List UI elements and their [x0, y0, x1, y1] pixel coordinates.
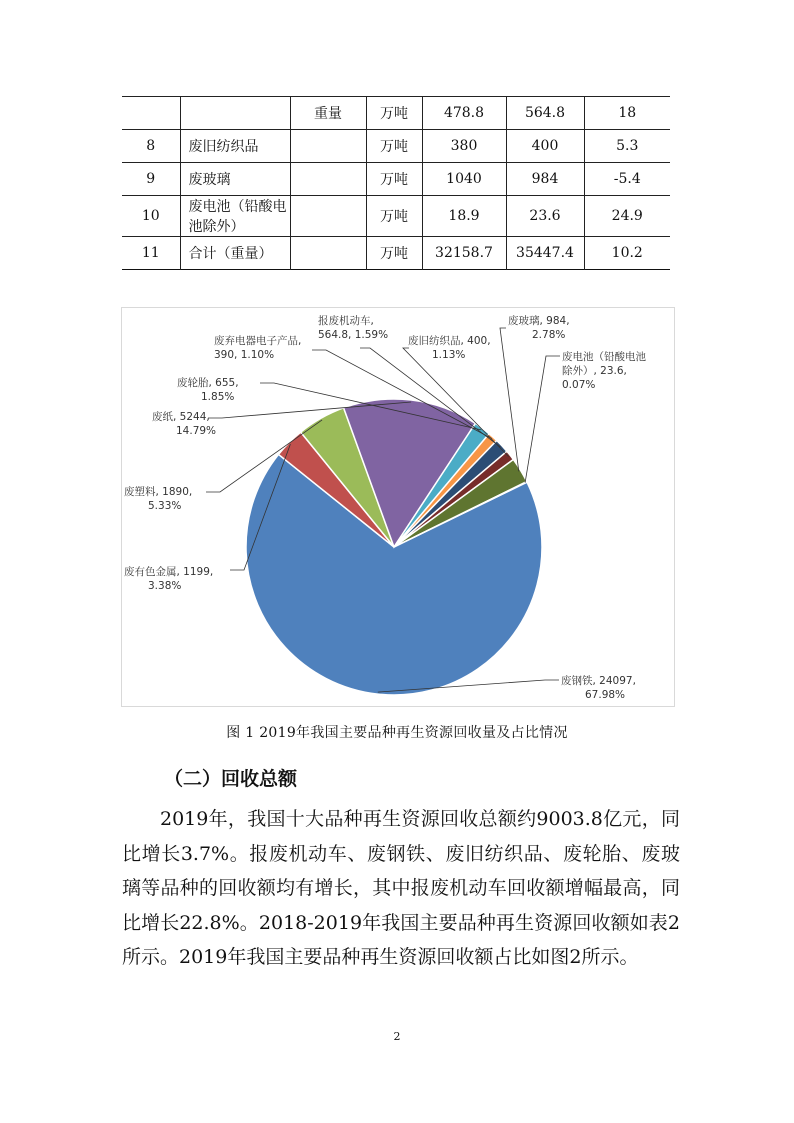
- growth-rate-cell: 18: [618, 105, 637, 121]
- table-row: [122, 97, 670, 130]
- item-subtype-cell: [290, 196, 366, 237]
- slice-label-line: 废纸, 5244,: [152, 411, 210, 423]
- pie-chart: [121, 307, 675, 707]
- slice-label-line: 废塑料, 1890,: [124, 486, 193, 498]
- slice-label-line: 0.07%: [562, 379, 596, 391]
- item-subtype-cell: [290, 130, 366, 163]
- unit-cell: 万吨: [366, 130, 422, 163]
- slice-label-line: 报废机动车,: [318, 315, 374, 327]
- figure-caption: 图 1 2019年我国主要品种再生资源回收量及占比情况: [226, 725, 568, 741]
- slice-label-line: 废玻璃, 984,: [508, 315, 570, 327]
- slice-label-line: 除外）, 23.6,: [562, 365, 627, 377]
- item-name-cell: 合计（重量）: [180, 237, 290, 270]
- slice-label-line: 1.13%: [432, 349, 466, 361]
- row-number-cell: 8: [122, 130, 180, 163]
- table-row: [122, 163, 670, 196]
- slice-label-line: 废旧纺织品, 400,: [408, 335, 491, 347]
- growth-rate-cell: 24.9: [611, 208, 643, 224]
- item-name-cell: 废电池（铅酸电池除外）: [180, 196, 290, 237]
- slice-label-line: 废弃电器电子产品,: [214, 335, 302, 347]
- value-2018-cell: 32158.7: [422, 237, 506, 270]
- item-name-cell: [180, 97, 290, 130]
- section-heading: （二）回收总额: [164, 768, 298, 790]
- table-row: [122, 196, 670, 237]
- slice-label-line: 564.8, 1.59%: [318, 329, 389, 341]
- slice-label: [152, 410, 216, 437]
- item-subtype-cell: [290, 163, 366, 196]
- leader-line: [525, 356, 560, 483]
- value-2018-cell: 1040: [422, 163, 506, 196]
- body-paragraph: 2019年，我国十大品种再生资源回收总额约9003.8亿元，同比增长3.7%。报废机动车、废钢铁、废旧纺织品、废轮胎、废玻璃等品种的回收额均有增长，其中报废机动车回收额增幅最高，同比增长22.8%。2018-2019年我国主要品种再生资源回收额如表2所示。2019年我国主要品种再生资源回收额占比如图2所示。: [122, 808, 680, 968]
- recycling-volume-table: [122, 96, 670, 270]
- item-name-cell: 废旧纺织品: [180, 130, 290, 163]
- value-2019-cell: 564.8: [506, 97, 584, 130]
- slice-label: [177, 376, 239, 403]
- slice-label-line: 1.85%: [201, 391, 235, 403]
- item-subtype-cell: [290, 237, 366, 270]
- slice-label-line: 废轮胎, 655,: [177, 377, 239, 389]
- slice-label: [124, 485, 192, 512]
- slice-label-line: 67.98%: [585, 689, 626, 701]
- unit-cell: 万吨: [366, 196, 422, 237]
- value-2018-cell: 478.8: [422, 97, 506, 130]
- slice-label-line: 3.38%: [148, 580, 182, 592]
- slice-label: [318, 314, 388, 341]
- value-2019-cell: 35447.4: [506, 237, 584, 270]
- value-2018-cell: 18.9: [422, 196, 506, 237]
- row-number-cell: 9: [122, 163, 180, 196]
- table-row: [122, 237, 670, 270]
- slice-label-line: 14.79%: [176, 425, 217, 437]
- slice-label: [562, 350, 646, 391]
- table-row: [122, 130, 670, 163]
- row-number-cell: 10: [122, 196, 180, 237]
- unit-cell: 万吨: [366, 97, 422, 130]
- value-2019-cell: 23.6: [506, 196, 584, 237]
- slice-label: [561, 674, 636, 701]
- value-2019-cell: 984: [506, 163, 584, 196]
- value-2019-cell: 400: [506, 130, 584, 163]
- row-number-cell: [122, 97, 180, 130]
- slice-label: [214, 334, 301, 361]
- item-subtype-cell: 重量: [290, 97, 366, 130]
- growth-rate-cell: 10.2: [611, 245, 643, 261]
- slice-label-line: 2.78%: [532, 329, 566, 341]
- slice-label: [408, 334, 491, 361]
- value-2018-cell: 380: [422, 130, 506, 163]
- slice-label: [508, 314, 570, 341]
- page-number: 2: [393, 1030, 401, 1043]
- slice-label-line: 废电池（铅酸电池: [562, 351, 646, 363]
- unit-cell: 万吨: [366, 237, 422, 270]
- item-name-cell: 废玻璃: [180, 163, 290, 196]
- slice-label-line: 5.33%: [148, 500, 182, 512]
- slice-label: [124, 565, 213, 592]
- row-number-cell: 11: [122, 237, 180, 270]
- slice-label-line: 废有色金属, 1199,: [124, 566, 214, 578]
- growth-rate-cell: -5.4: [613, 171, 641, 187]
- pie-chart-svg: [122, 308, 674, 706]
- unit-cell: 万吨: [366, 163, 422, 196]
- slice-label-line: 废钢铁, 24097,: [561, 675, 636, 687]
- slice-label-line: 390, 1.10%: [214, 349, 275, 361]
- growth-rate-cell: 5.3: [616, 138, 639, 154]
